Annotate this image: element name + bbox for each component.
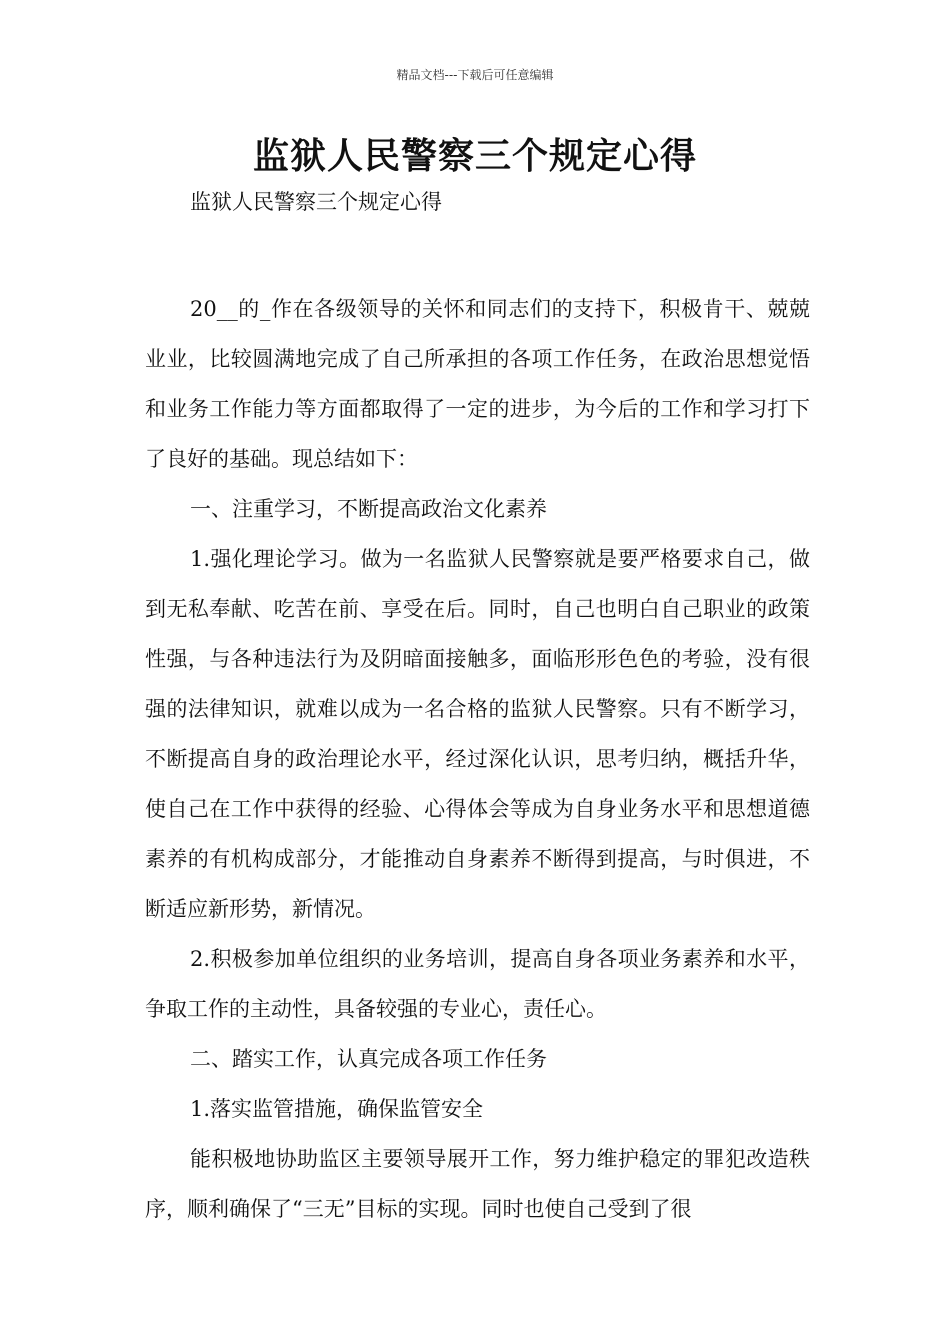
section-heading-2: 二、踏实工作，认真完成各项工作任务 — [190, 1047, 547, 1071]
section-heading-1: 一、注重学习，不断提高政治文化素养 — [190, 497, 547, 521]
paragraph-1-2: 2.积极参加单位组织的业务培训，提高自身各项业务素养和水平，争取工作的主动性，具备较强的专业心，责任心。 — [145, 947, 810, 1021]
paragraph-intro: 20__的_作在各级领导的关怀和同志们的支持下，积极肯干、兢兢业业，比较圆满地完成了自己所承担的各项工作任务，在政治思想觉悟和业务工作能力等方面都取得了一定的进步，为今后的工作和学习打下了良好的基础。现总结如下： — [145, 297, 810, 471]
subheading-2-1: 1.落实监管措施，确保监管安全 — [190, 1097, 484, 1121]
document-title: 监狱人民警察三个规定心得 — [252, 136, 697, 177]
paragraph-1-1: 1.强化理论学习。做为一名监狱人民警察就是要严格要求自己，做到无私奉献、吃苦在前、享受在后。同时，自己也明白自己职业的政策性强，与各种违法行为及阴暗面接触多，面临形形色色的考验，没有很强的法律知识，就难以成为一名合格的监狱人民警察。只有不断学习，不断提高自身的政治理论水平，经过深化认识，思考归纳，概括升华，使自己在工作中获得的经验、心得体会等成为自身业务水平和思想道德素养的有机构成部分，才能推动自身素养不断得到提高，与时俱进，不断适应新形势，新情况。 — [145, 547, 810, 921]
document-body — [145, 284, 810, 1234]
document-subtitle: 监狱人民警察三个规定心得 — [190, 190, 442, 214]
paragraph-2-1: 能积极地协助监区主要领导展开工作，努力维护稳定的罪犯改造秩序，顺利确保了“三无”目标的实现。同时也使自己受到了很 — [145, 1147, 810, 1221]
header-note: 精品文档---下载后可任意编辑 — [396, 68, 554, 82]
